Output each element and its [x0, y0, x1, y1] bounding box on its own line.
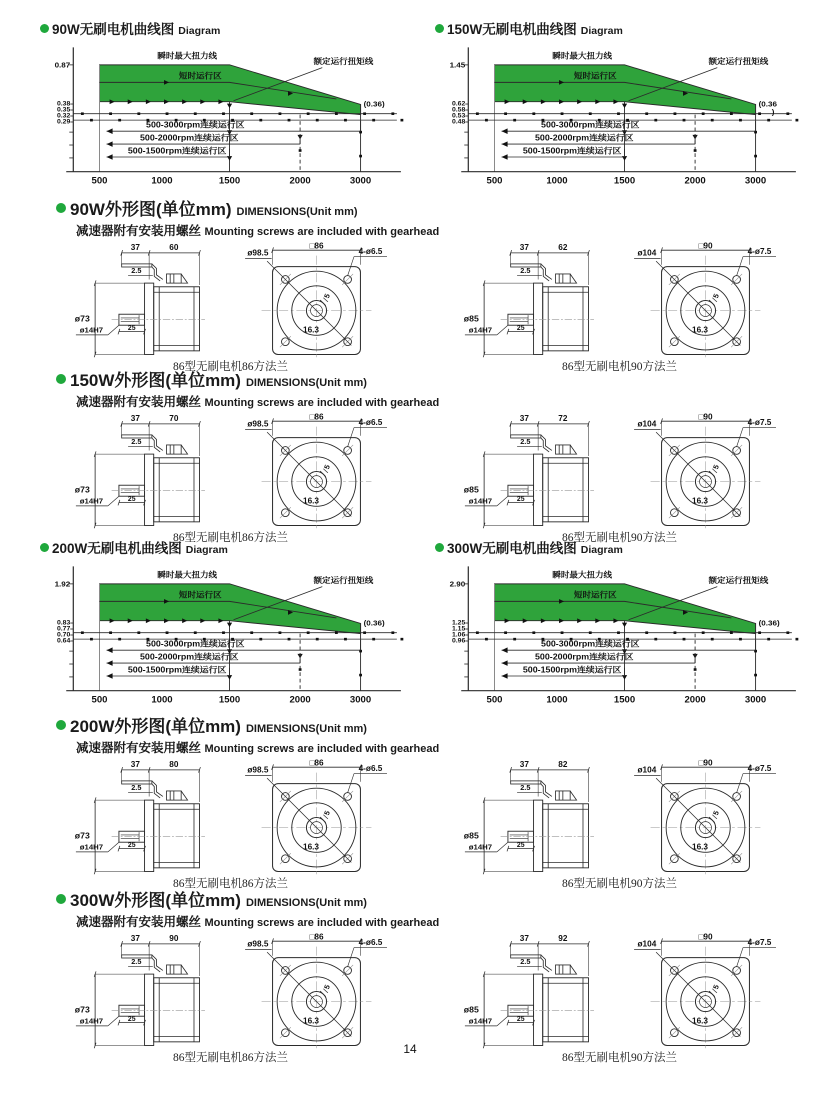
- y-axis-label: 0.62: [451, 100, 466, 108]
- y-axis-label: 0.58: [451, 106, 466, 114]
- dim-body-diameter: ø85: [463, 313, 479, 324]
- motor-flange-view: [243, 758, 390, 877]
- zone-label-1500: 500-1500rpm连续运行区: [522, 145, 622, 156]
- section-title-en: DIMENSIONS(Unit mm): [245, 377, 367, 389]
- dim-shaft-diameter: ø14H7: [79, 842, 104, 852]
- bullet-icon: [56, 894, 66, 904]
- section-title-en: DIMENSIONS(Unit mm): [245, 723, 367, 735]
- section-title-zh: 90W外形图(单位mm): [70, 200, 232, 219]
- max-torque-line-label: 瞬时最大扭力线: [552, 570, 613, 580]
- charts-row-top: [36, 18, 814, 192]
- y-axis-label: 0.38: [56, 100, 71, 108]
- drawing-86-flange: [36, 758, 425, 891]
- dim-flange-square: □90: [698, 412, 713, 422]
- dim-corner-holes: 4-ø7.5: [747, 246, 772, 256]
- x-axis-label: 3000: [349, 176, 372, 186]
- dim-corner-holes: 4-ø6.5: [358, 937, 383, 947]
- section-title-en: DIMENSIONS(Unit mm): [236, 206, 358, 218]
- max-torque-line-label: 瞬时最大扭力线: [157, 51, 218, 61]
- dim-bolt-circle: ø104: [637, 419, 657, 429]
- dim-bore-flat: 16.3: [303, 842, 320, 852]
- torque-curve-chart: [431, 559, 809, 711]
- dim-flange-square: □86: [309, 932, 324, 942]
- bullet-icon: [56, 720, 66, 730]
- motor-flange-view: [243, 932, 390, 1051]
- short-run-zone-label: 短时运行区: [178, 72, 222, 81]
- section-title-90w: [56, 195, 814, 220]
- dim-corner-holes: 4-ø7.5: [747, 417, 772, 427]
- dim-section-300w: [36, 886, 814, 1065]
- views: [71, 758, 390, 877]
- dim-shaft-length: 25: [516, 841, 525, 849]
- charts-row-bottom: [36, 537, 814, 711]
- rated-torque-line-label: 额定运行扭矩线: [708, 57, 769, 66]
- views: [460, 758, 779, 877]
- torque-curve-chart: [36, 559, 414, 711]
- dim-flange-square: □86: [309, 412, 324, 422]
- dim-plate-thickness: 2.5: [520, 783, 531, 793]
- zone-label-3000: 500-3000rpm连续运行区: [541, 638, 640, 649]
- bullet-icon: [56, 203, 66, 213]
- dim-body-diameter: ø73: [74, 313, 90, 324]
- mounting-note: [76, 392, 814, 410]
- dim-gearhead-length: 37: [130, 414, 140, 424]
- section-title-en: DIMENSIONS(Unit mm): [245, 897, 367, 909]
- dim-bolt-circle: ø104: [637, 939, 657, 949]
- chart-title-en: Diagram: [580, 544, 623, 556]
- dim-section-150w: [36, 366, 814, 545]
- side-view-drawing: [71, 241, 241, 360]
- y-axis-label: 0.53: [451, 112, 466, 120]
- zone-label-3000: 500-3000rpm连续运行区: [146, 119, 245, 130]
- dim-shaft-length: 25: [127, 495, 136, 503]
- dim-gearhead-length: 37: [519, 760, 529, 770]
- dim-body-diameter: ø85: [463, 484, 479, 495]
- section-title-200w: [56, 712, 814, 737]
- dim-bolt-circle: ø104: [637, 765, 657, 775]
- bullet-icon: [40, 24, 49, 33]
- chart-section-300w: [431, 537, 814, 711]
- dim-key-width: 5: [322, 983, 332, 991]
- section-title-300w: [56, 886, 814, 911]
- note-zh: 减速器附有安装用螺丝: [76, 915, 202, 929]
- chart-title-150w: [435, 18, 814, 38]
- motor-side-view: [460, 241, 630, 360]
- note-en: Mounting screws are included with gearhead: [204, 917, 440, 929]
- drawing-caption: 86型无刷电机90方法兰: [562, 878, 677, 890]
- dim-section-200w: [36, 712, 814, 891]
- max-torque-line-label: 瞬时最大扭力线: [552, 51, 613, 61]
- x-axis-label: 1500: [218, 695, 241, 705]
- y-axis-label: 0.64: [56, 637, 71, 645]
- motor-flange-view: [632, 758, 779, 877]
- drawing-86-flange: [36, 412, 425, 545]
- motor-flange-view: [243, 412, 390, 531]
- side-view-drawing: [71, 932, 241, 1051]
- bullet-icon: [435, 24, 444, 33]
- drawing-90-flange: [425, 412, 814, 545]
- dim-key-width: 5: [322, 809, 332, 817]
- dim-bore-flat: 16.3: [303, 496, 320, 506]
- dim-motor-length: 82: [558, 760, 568, 770]
- dim-shaft-diameter: ø14H7: [79, 1016, 104, 1026]
- drawing-variants: [36, 758, 814, 891]
- right-end-label: (0.36): [363, 618, 385, 628]
- side-view-drawing: [460, 241, 630, 360]
- x-axis-label: 1500: [613, 695, 636, 705]
- dim-gearhead-length: 37: [130, 243, 140, 253]
- flange-view-drawing: [243, 241, 390, 360]
- chart-title-zh: 300W无刷电机曲线图: [447, 541, 577, 556]
- dim-gearhead-length: 37: [519, 934, 529, 944]
- flange-view-drawing: [632, 412, 779, 531]
- x-axis-label: 1500: [218, 176, 241, 186]
- dim-motor-length: 60: [169, 243, 179, 253]
- drawing-90-flange: [425, 241, 814, 374]
- x-axis-label: 3000: [744, 695, 767, 705]
- dim-shaft-diameter: ø14H7: [468, 1016, 493, 1026]
- mounting-note: [76, 221, 814, 239]
- y-axis-label: 0.48: [451, 118, 466, 126]
- drawing-caption: 86型无刷电机90方法兰: [562, 1052, 677, 1064]
- chart-title-en: Diagram: [178, 25, 221, 37]
- chart-title-en: Diagram: [580, 25, 623, 37]
- motor-flange-view: [632, 241, 779, 360]
- torque-curve-chart: [431, 40, 809, 192]
- x-axis-label: 500: [486, 176, 503, 186]
- dim-body-diameter: ø73: [74, 484, 90, 495]
- x-axis-label: 1000: [151, 176, 173, 186]
- x-axis-label: 2000: [289, 695, 311, 705]
- drawing-86-flange: [36, 241, 425, 374]
- y-axis-label: 0.35: [56, 106, 71, 114]
- dim-shaft-length: 25: [127, 1015, 136, 1023]
- dim-bore-flat: 16.3: [692, 325, 709, 335]
- x-axis-label: 2000: [684, 176, 706, 186]
- note-zh: 减速器附有安装用螺丝: [76, 741, 202, 755]
- dim-bore-flat: 16.3: [692, 496, 709, 506]
- dim-corner-holes: 4-ø6.5: [358, 763, 383, 773]
- torque-chart-300w: [431, 559, 814, 711]
- chart-title-300w: [435, 537, 814, 557]
- dim-bolt-circle: ø98.5: [247, 248, 269, 258]
- drawing-caption: 86型无刷电机86方法兰: [173, 878, 288, 890]
- y-axis-label: 0.32: [56, 112, 71, 120]
- dim-key-width: 5: [711, 983, 721, 991]
- short-run-zone-label: 短时运行区: [178, 591, 222, 600]
- dim-corner-holes: 4-ø6.5: [358, 417, 383, 427]
- right-end-label: (0.36): [363, 99, 385, 109]
- dim-plate-thickness: 2.5: [520, 437, 531, 447]
- note-en: Mounting screws are included with gearhead: [204, 226, 440, 238]
- torque-curve-chart: [36, 40, 414, 192]
- motor-side-view: [460, 758, 630, 877]
- y-peak-label: 0.87: [54, 60, 71, 70]
- drawing-caption: 86型无刷电机86方法兰: [173, 532, 288, 544]
- section-title-zh: 150W外形图(单位mm): [70, 371, 241, 390]
- drawing-caption: 86型无刷电机90方法兰: [562, 361, 677, 373]
- drawing-variants: [36, 412, 814, 545]
- bullet-icon: [435, 543, 444, 552]
- dim-key-width: 5: [711, 463, 721, 471]
- views: [71, 932, 390, 1051]
- dim-bore-flat: 16.3: [303, 1016, 320, 1026]
- zone-label-2000: 500-2000rpm连续运行区: [534, 651, 634, 662]
- dim-plate-thickness: 2.5: [131, 783, 142, 793]
- chart-title-zh: 90W无刷电机曲线图: [52, 22, 175, 37]
- note-zh: 减速器附有安装用螺丝: [76, 395, 202, 409]
- motor-flange-view: [632, 932, 779, 1051]
- motor-side-view: [71, 412, 241, 531]
- mounting-note: [76, 738, 814, 756]
- dim-bolt-circle: ø98.5: [247, 939, 269, 949]
- dim-corner-holes: 4-ø7.5: [747, 937, 772, 947]
- dim-bolt-circle: ø98.5: [247, 765, 269, 775]
- dim-shaft-length: 25: [516, 1015, 525, 1023]
- motor-flange-view: [632, 412, 779, 531]
- chart-title-en: Diagram: [185, 544, 228, 556]
- dim-key-width: 5: [711, 292, 721, 300]
- y-axis-label: 0.83: [56, 619, 71, 627]
- y-axis-label: 0.70: [56, 631, 71, 639]
- note-en: Mounting screws are included with gearhead: [204, 743, 440, 755]
- drawing-90-flange: [425, 758, 814, 891]
- flange-view-drawing: [632, 241, 779, 360]
- chart-title-90w: [40, 18, 419, 38]
- torque-chart-150w: [431, 40, 814, 192]
- dim-plate-thickness: 2.5: [520, 957, 531, 967]
- zone-label-1500: 500-1500rpm连续运行区: [127, 145, 227, 156]
- motor-side-view: [460, 412, 630, 531]
- motor-side-view: [71, 932, 241, 1051]
- dim-gearhead-length: 37: [519, 414, 529, 424]
- dim-motor-length: 92: [558, 934, 568, 944]
- dim-shaft-length: 25: [127, 841, 136, 849]
- right-end-label: (0.36 ): [758, 99, 777, 117]
- chart-section-90w: [36, 18, 419, 192]
- y-axis-label: 1.25: [451, 619, 466, 627]
- x-axis-label: 500: [91, 176, 108, 186]
- dim-flange-square: □86: [309, 241, 324, 251]
- page-number: 14: [403, 1042, 417, 1056]
- y-axis-label: 1.15: [451, 625, 466, 633]
- section-title-zh: 200W外形图(单位mm): [70, 717, 241, 736]
- dim-flange-square: □86: [309, 758, 324, 768]
- dim-bolt-circle: ø104: [637, 248, 657, 258]
- flange-view-drawing: [632, 932, 779, 1051]
- y-peak-label: 1.45: [449, 60, 466, 70]
- chart-title-zh: 150W无刷电机曲线图: [447, 22, 577, 37]
- dim-shaft-length: 25: [127, 324, 136, 332]
- x-axis-label: 2000: [684, 695, 706, 705]
- torque-chart-200w: [36, 559, 419, 711]
- views: [460, 241, 779, 360]
- y-axis-label: 0.29: [56, 118, 71, 126]
- dim-key-width: 5: [711, 809, 721, 817]
- chart-section-200w: [36, 537, 419, 711]
- bullet-icon: [56, 374, 66, 384]
- zone-label-2000: 500-2000rpm连续运行区: [534, 132, 634, 143]
- dim-bore-flat: 16.3: [303, 325, 320, 335]
- dim-motor-length: 80: [169, 760, 179, 770]
- dim-key-width: 5: [322, 463, 332, 471]
- dim-shaft-diameter: ø14H7: [468, 842, 493, 852]
- dim-motor-length: 90: [169, 934, 179, 944]
- chart-section-150w: [431, 18, 814, 192]
- dim-plate-thickness: 2.5: [520, 266, 531, 276]
- dim-shaft-length: 25: [516, 324, 525, 332]
- x-axis-label: 2000: [289, 176, 311, 186]
- right-end-label: (0.36): [758, 618, 780, 628]
- dim-shaft-diameter: ø14H7: [79, 325, 104, 335]
- x-axis-label: 1000: [151, 695, 173, 705]
- dim-shaft-diameter: ø14H7: [468, 496, 493, 506]
- section-title-150w: [56, 366, 814, 391]
- drawing-caption: 86型无刷电机90方法兰: [562, 532, 677, 544]
- bullet-icon: [40, 543, 49, 552]
- x-axis-label: 3000: [349, 695, 372, 705]
- x-axis-label: 1500: [613, 176, 636, 186]
- x-axis-label: 1000: [546, 695, 568, 705]
- drawing-caption: 86型无刷电机86方法兰: [173, 361, 288, 373]
- dim-motor-length: 72: [558, 414, 568, 424]
- chart-title-200w: [40, 537, 419, 557]
- views: [71, 241, 390, 360]
- dim-body-diameter: ø85: [463, 1004, 479, 1015]
- dim-section-90w: [36, 195, 814, 374]
- rated-torque-line-label: 额定运行扭矩线: [313, 576, 374, 585]
- torque-chart-90w: [36, 40, 419, 192]
- zone-label-3000: 500-3000rpm连续运行区: [541, 119, 640, 130]
- dim-shaft-diameter: ø14H7: [468, 325, 493, 335]
- dim-gearhead-length: 37: [130, 934, 140, 944]
- dim-bore-flat: 16.3: [692, 1016, 709, 1026]
- y-axis-label: 0.96: [451, 637, 466, 645]
- views: [460, 932, 779, 1051]
- dim-key-width: 5: [322, 292, 332, 300]
- zone-label-1500: 500-1500rpm连续运行区: [522, 664, 622, 675]
- motor-side-view: [71, 758, 241, 877]
- mounting-note: [76, 912, 814, 930]
- motor-side-view: [71, 241, 241, 360]
- motor-side-view: [460, 932, 630, 1051]
- section-title-zh: 300W外形图(单位mm): [70, 891, 241, 910]
- rated-torque-line-label: 额定运行扭矩线: [708, 576, 769, 585]
- short-run-zone-label: 短时运行区: [573, 591, 617, 600]
- x-axis-label: 500: [91, 695, 108, 705]
- dim-plate-thickness: 2.5: [131, 957, 142, 967]
- dim-corner-holes: 4-ø7.5: [747, 763, 772, 773]
- zone-label-2000: 500-2000rpm连续运行区: [139, 132, 239, 143]
- zone-label-2000: 500-2000rpm连续运行区: [139, 651, 239, 662]
- views: [460, 412, 779, 531]
- drawing-caption: 86型无刷电机86方法兰: [173, 1052, 288, 1064]
- rated-torque-line-label: 额定运行扭矩线: [313, 57, 374, 66]
- flange-view-drawing: [243, 758, 390, 877]
- side-view-drawing: [460, 412, 630, 531]
- x-axis-label: 500: [486, 695, 503, 705]
- y-axis-label: 1.06: [451, 631, 466, 639]
- dim-plate-thickness: 2.5: [131, 437, 142, 447]
- flange-view-drawing: [632, 758, 779, 877]
- dim-body-diameter: ø85: [463, 830, 479, 841]
- dim-gearhead-length: 37: [519, 243, 529, 253]
- side-view-drawing: [71, 412, 241, 531]
- motor-flange-view: [243, 241, 390, 360]
- y-peak-label: 1.92: [54, 579, 71, 589]
- zone-label-3000: 500-3000rpm连续运行区: [146, 638, 245, 649]
- side-view-drawing: [460, 758, 630, 877]
- note-zh: 减速器附有安装用螺丝: [76, 224, 202, 238]
- dim-gearhead-length: 37: [130, 760, 140, 770]
- dim-body-diameter: ø73: [74, 1004, 90, 1015]
- short-run-zone-label: 短时运行区: [573, 72, 617, 81]
- dim-body-diameter: ø73: [74, 830, 90, 841]
- views: [71, 412, 390, 531]
- dim-shaft-diameter: ø14H7: [79, 496, 104, 506]
- x-axis-label: 3000: [744, 176, 767, 186]
- chart-title-zh: 200W无刷电机曲线图: [52, 541, 182, 556]
- side-view-drawing: [71, 758, 241, 877]
- dim-motor-length: 70: [169, 414, 179, 424]
- dim-plate-thickness: 2.5: [131, 266, 142, 276]
- dim-motor-length: 62: [558, 243, 568, 253]
- y-axis-label: 0.77: [56, 625, 71, 633]
- flange-view-drawing: [243, 932, 390, 1051]
- max-torque-line-label: 瞬时最大扭力线: [157, 570, 218, 580]
- dim-flange-square: □90: [698, 758, 713, 768]
- dim-bolt-circle: ø98.5: [247, 419, 269, 429]
- side-view-drawing: [460, 932, 630, 1051]
- y-peak-label: 2.90: [449, 579, 466, 589]
- drawing-variants: [36, 241, 814, 374]
- note-en: Mounting screws are included with gearhead: [204, 397, 440, 409]
- dim-bore-flat: 16.3: [692, 842, 709, 852]
- dim-flange-square: □90: [698, 932, 713, 942]
- dim-flange-square: □90: [698, 241, 713, 251]
- x-axis-label: 1000: [546, 176, 568, 186]
- dim-shaft-length: 25: [516, 495, 525, 503]
- flange-view-drawing: [243, 412, 390, 531]
- zone-label-1500: 500-1500rpm连续运行区: [127, 664, 227, 675]
- dim-corner-holes: 4-ø6.5: [358, 246, 383, 256]
